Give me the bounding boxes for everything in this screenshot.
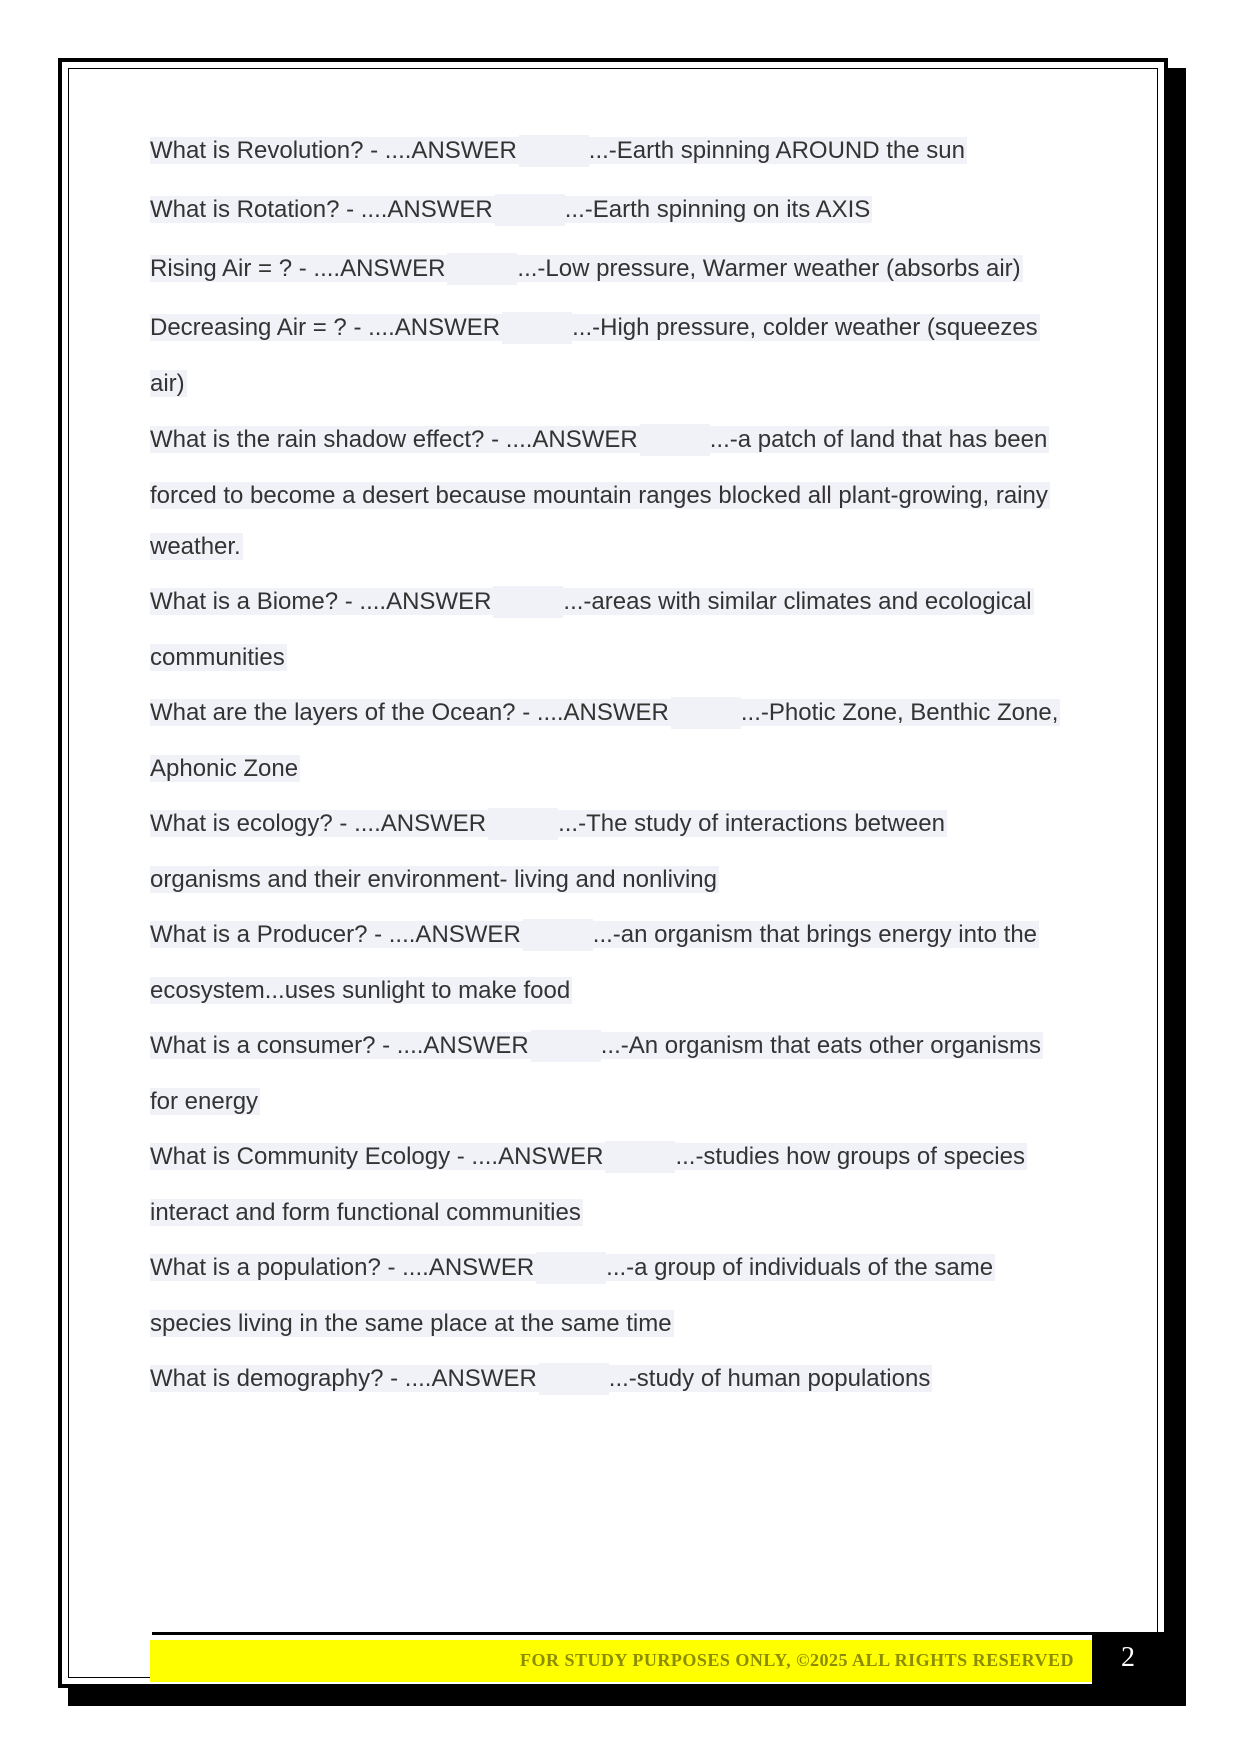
question-text: What is the rain shadow effect? - ....ANSWER	[150, 426, 638, 453]
answer-gap	[536, 1252, 606, 1284]
answer-continuation-text: forced to become a desert because mountain ranges blocked all plant-growing, rainy	[150, 482, 1048, 509]
qa-question-line	[150, 586, 1034, 618]
answer-text: ...-study of human populations	[608, 1365, 931, 1392]
answer-text: ...-an organism that brings energy into the	[592, 921, 1038, 948]
answer-gap	[488, 808, 558, 840]
answer-continuation-text: species living in the same place at the same time	[150, 1310, 672, 1337]
footer-band	[150, 1640, 1092, 1682]
answer-text: ...-Photic Zone, Benthic Zone,	[740, 699, 1059, 726]
answer-gap	[605, 1141, 675, 1173]
answer-continuation	[150, 480, 1050, 512]
answer-continuation	[150, 1308, 674, 1340]
page-number: 2	[1092, 1632, 1164, 1684]
qa-question-line	[150, 1363, 932, 1395]
question-text: Decreasing Air = ? - ....ANSWER	[150, 314, 501, 341]
qa-question-line	[150, 1252, 995, 1284]
qa-question-line	[150, 135, 967, 167]
footer-copyright: FOR STUDY PURPOSES ONLY, ©2025 ALL RIGHTS RESERVED	[520, 1650, 1074, 1670]
qa-question-line	[150, 312, 1040, 344]
answer-gap	[523, 919, 593, 951]
answer-continuation-text: weather.	[150, 533, 241, 560]
question-text: Rising Air = ? - ....ANSWER	[150, 255, 446, 282]
answer-gap	[447, 253, 517, 285]
qa-question-line	[150, 424, 1049, 456]
answer-text: ...-Earth spinning on its AXIS	[564, 196, 871, 223]
qa-question-line	[150, 1030, 1043, 1062]
question-text: What is Revolution? - ....ANSWER	[150, 137, 517, 164]
answer-text: ...-areas with similar climates and ecological	[563, 588, 1032, 615]
question-text: What is ecology? - ....ANSWER	[150, 810, 487, 837]
question-text: What is Community Ecology - ....ANSWER	[150, 1143, 604, 1170]
answer-continuation-text: ecosystem...uses sunlight to make food	[150, 977, 571, 1004]
answer-continuation	[150, 975, 572, 1007]
qa-question-line	[150, 1141, 1027, 1173]
answer-continuation-text: organisms and their environment- living and nonliving	[150, 866, 717, 893]
question-text: What is a consumer? - ....ANSWER	[150, 1032, 529, 1059]
answer-gap	[493, 586, 563, 618]
answer-gap	[671, 697, 741, 729]
qa-question-line	[150, 194, 872, 226]
answer-text: ...-a patch of land that has been	[709, 426, 1048, 453]
question-text: What is a Producer? - ....ANSWER	[150, 921, 521, 948]
answer-continuation-text: air)	[150, 370, 185, 397]
answer-continuation-text: for energy	[150, 1088, 259, 1115]
answer-continuation-text: interact and form functional communities	[150, 1199, 581, 1226]
answer-continuation-text: communities	[150, 644, 285, 671]
answer-gap	[495, 194, 565, 226]
qa-question-line	[150, 808, 947, 840]
answer-text: ...-An organism that eats other organisms	[600, 1032, 1041, 1059]
answer-gap	[502, 312, 572, 344]
qa-question-line	[150, 253, 1023, 285]
answer-continuation	[150, 1086, 260, 1118]
question-text: What is a Biome? - ....ANSWER	[150, 588, 492, 615]
answer-gap	[519, 135, 589, 167]
answer-text: ...-Low pressure, Warmer weather (absorbs air)	[517, 255, 1021, 282]
answer-continuation	[150, 864, 719, 896]
answer-continuation-text: Aphonic Zone	[150, 755, 299, 782]
question-text: What is demography? - ....ANSWER	[150, 1365, 537, 1392]
answer-text: ...-The study of interactions between	[558, 810, 945, 837]
answer-continuation	[150, 531, 243, 563]
answer-continuation	[150, 1197, 583, 1229]
answer-text: ...-a group of individuals of the same	[606, 1254, 994, 1281]
answer-continuation	[150, 753, 300, 785]
answer-text: ...-High pressure, colder weather (squeezes	[572, 314, 1038, 341]
answer-gap	[640, 424, 710, 456]
qa-question-line	[150, 919, 1039, 951]
answer-text: ...-Earth spinning AROUND the sun	[588, 137, 965, 164]
answer-gap	[531, 1030, 601, 1062]
question-text: What is a population? - ....ANSWER	[150, 1254, 535, 1281]
answer-continuation	[150, 368, 187, 400]
answer-gap	[539, 1363, 609, 1395]
qa-question-line	[150, 697, 1060, 729]
answer-text: ...-studies how groups of species	[675, 1143, 1025, 1170]
question-text: What are the layers of the Ocean? - ....ANSWER	[150, 699, 669, 726]
answer-continuation	[150, 642, 287, 674]
footer-rule	[152, 1632, 1092, 1635]
question-text: What is Rotation? - ....ANSWER	[150, 196, 493, 223]
